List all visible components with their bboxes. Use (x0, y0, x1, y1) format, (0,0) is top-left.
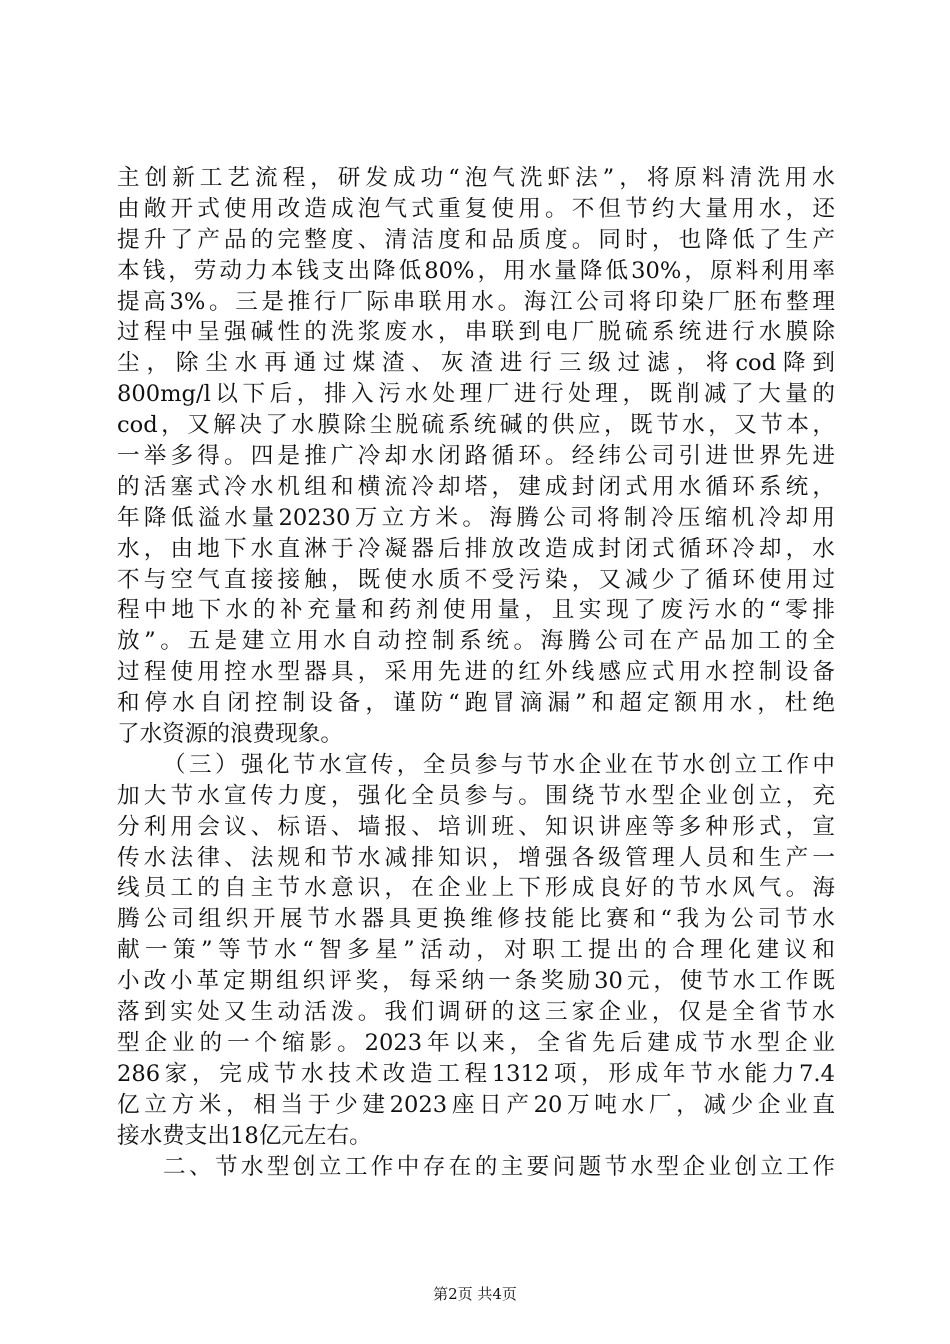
text-line: 分利用会议、标语、墙报、培训班、知识讲座等多种形式，宣 (117, 813, 835, 840)
text-line: （三）强化节水宣传，全员参与节水企业在节水创立工作中 (163, 751, 835, 778)
document-body (117, 163, 835, 1182)
text-line: 落到实处又生动活泼。我们调研的这三家企业，仅是全省节水 (117, 999, 835, 1026)
text-line: 由敞开式使用改造成泡气式重复使用。不但节约大量用水，还 (117, 195, 835, 222)
text-line: 献一策”等节水“智多星”活动，对职工提出的合理化建议和 (117, 937, 835, 964)
text-line: 本钱，劳动力本钱支出降低80%，用水量降低30%，原料利用率 (117, 257, 835, 284)
text-line: 小改小革定期组织评奖，每采纳一条奖励30元，使节水工作既 (117, 968, 835, 995)
text-line: 提升了产品的完整度、清洁度和品质度。同时，也降低了生产 (117, 226, 835, 253)
text-line: 接水费支出18亿元左右。 (117, 1122, 372, 1149)
text-line: 线员工的自主节水意识，在企业上下形成良好的节水风气。海 (117, 875, 835, 902)
text-line: 800mg/l以下后，排入污水处理厂进行处理，既削减了大量的 (117, 381, 835, 408)
text-line: 主创新工艺流程，研发成功“泡气洗虾法”，将原料清洗用水 (117, 165, 835, 191)
text-line: 一举多得。四是推广冷却水闭路循环。经纬公司引进世界先进 (117, 443, 835, 470)
page-footer: 第2页 共4页 (433, 1285, 517, 1303)
text-line: cod，又解决了水膜除尘脱硫系统碱的供应，既节水，又节本， (117, 412, 835, 439)
text-line: 了水资源的浪费现象。 (117, 721, 343, 748)
text-line: 程中地下水的补充量和药剂使用量，且实现了废污水的“零排 (117, 597, 835, 624)
text-line: 年降低溢水量20230万立方米。海腾公司将制冷压缩机冷却用 (117, 504, 835, 531)
text-line: 二、节水型创立工作中存在的主要问题节水型企业创立工作 (163, 1153, 835, 1180)
text-line: 和停水自闭控制设备，谨防“跑冒滴漏”和超定额用水，杜绝 (117, 690, 835, 717)
text-line: 加大节水宣传力度，强化全员参与。围绕节水型企业创立，充 (117, 782, 835, 809)
text-line: 放”。五是建立用水自动控制系统。海腾公司在产品加工的全 (117, 628, 835, 655)
text-line: 过程使用控水型器具，采用先进的红外线感应式用水控制设备 (117, 659, 835, 686)
text-line: 水，由地下水直淋于冷凝器后排放改造成封闭式循环冷却，水 (117, 535, 835, 562)
text-line: 腾公司组织开展节水器具更换维修技能比赛和“我为公司节水 (117, 906, 835, 933)
text-line: 过程中呈强碱性的洗浆废水，串联到电厂脱硫系统进行水膜除 (117, 319, 835, 346)
text-line: 传水法律、法规和节水减排知识，增强各级管理人员和生产一 (117, 844, 835, 871)
text-line: 提高3%。三是推行厂际串联用水。海江公司将印染厂胚布整理 (117, 288, 835, 315)
text-line: 亿立方米，相当于少建2023座日产20万吨水厂，减少企业直 (117, 1091, 835, 1118)
text-line: 的活塞式冷水机组和横流冷却塔，建成封闭式用水循环系统， (117, 473, 835, 500)
text-line: 不与空气直接接触，既使水质不受污染，又减少了循环使用过 (117, 566, 835, 593)
text-line: 286家，完成节水技术改造工程1312项，形成年节水能力7.4 (117, 1060, 835, 1087)
text-line: 尘，除尘水再通过煤渣、灰渣进行三级过滤，将cod降到 (117, 350, 835, 377)
text-line: 型企业的一个缩影。2023年以来，全省先后建成节水型企业 (117, 1029, 835, 1056)
